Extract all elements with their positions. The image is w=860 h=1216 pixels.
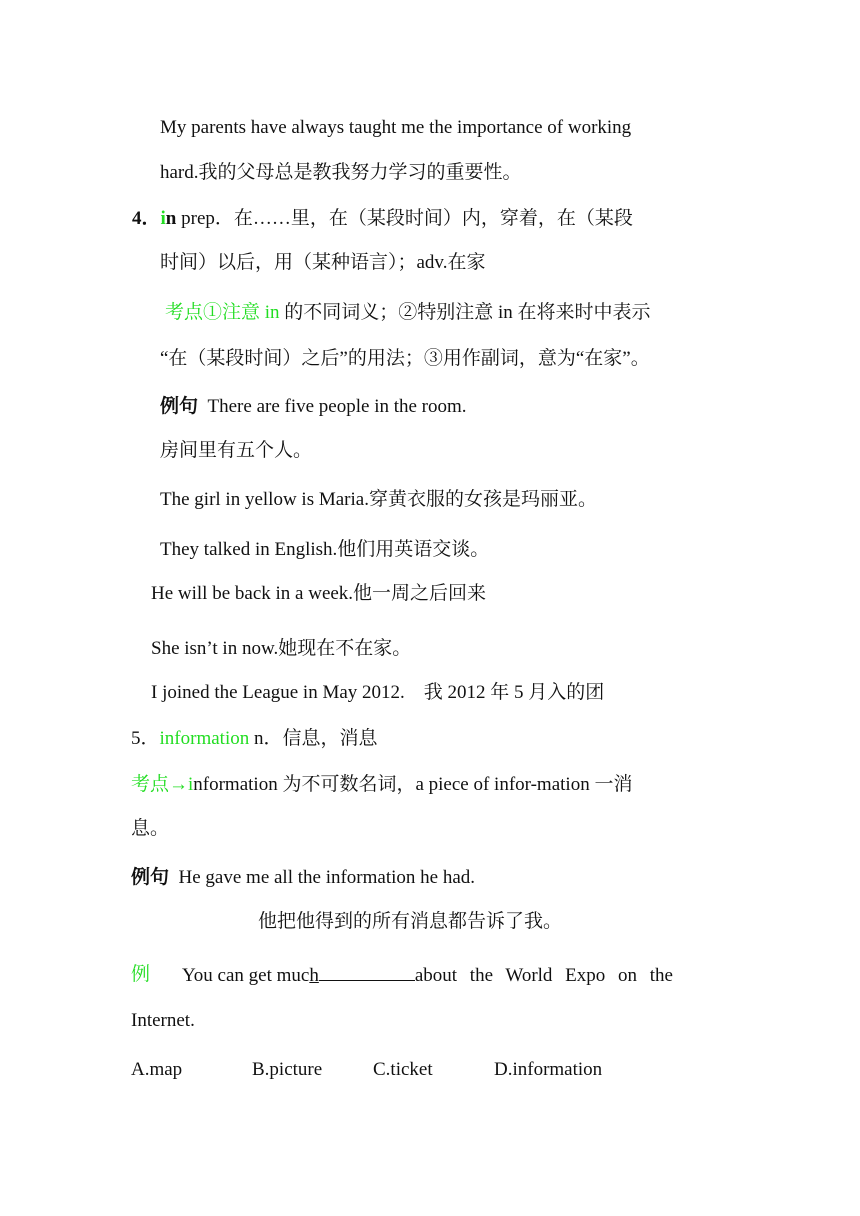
item4-example-1: 房间里有五个人。	[160, 440, 313, 461]
item5-word: information	[159, 728, 250, 749]
option-d[interactable]: D.information	[494, 1059, 603, 1080]
item4-example-4: He will be back in a week.他一周之后回来	[151, 583, 487, 604]
item4-example-0: There are five people in the room.	[207, 396, 467, 417]
item5-point-text1: nformation 为不可数名词，a piece of infor-mation 一消	[193, 774, 633, 795]
item4-example-line	[160, 394, 467, 420]
option-b[interactable]: B.picture	[252, 1059, 323, 1080]
item4-definition2: 时间）以后，用（某种语言）；adv.在家	[160, 252, 486, 273]
item5-example-label: 例句	[131, 867, 170, 888]
exercise-text-after: about the World Expo on the	[414, 965, 673, 986]
item5-example-line	[131, 865, 475, 891]
item5-example-zh: 他把他得到的所有消息都告诉了我。	[258, 911, 563, 932]
exercise-label: 例	[131, 964, 151, 985]
exercise-line1	[131, 962, 673, 989]
item4-word-rest: n	[165, 208, 177, 229]
exercise-line2: Internet.	[131, 1010, 195, 1031]
item4-number: 4．	[132, 208, 161, 229]
item4-example-5: She isn’t in now.她现在不在家。	[151, 638, 412, 659]
exercise-blank[interactable]	[319, 962, 415, 981]
item5-number: 5．	[131, 728, 160, 749]
item4-example-3: They talked in English.他们用英语交谈。	[160, 539, 490, 560]
intro-example-line1: My parents have always taught me the importance of working	[160, 117, 632, 138]
item4-point-text1: 的不同词义；②特别注意 in 在将来时中表示	[279, 302, 651, 323]
item4-example-6: I joined the League in May 2012. 我 2012 年 5 月入的团	[151, 682, 605, 703]
item5-heading	[131, 726, 377, 752]
item5-example-en: He gave me all the information he had.	[178, 867, 476, 888]
item4-word-first: i	[160, 208, 166, 229]
option-a[interactable]: A.map	[131, 1059, 183, 1080]
item4-point-line1	[165, 300, 651, 326]
item4-example-2: The girl in yellow is Maria.穿黄衣服的女孩是玛丽亚。	[160, 489, 597, 510]
item5-point-label: 考点→i	[131, 774, 194, 795]
exercise-sentence	[182, 962, 673, 989]
exercise-underlined-char: h	[309, 965, 319, 986]
item4-example-label: 例句	[160, 396, 199, 417]
intro-example-line2: hard.我的父母总是教我努力学习的重要性。	[160, 162, 522, 183]
item4-point-line2: “在（某段时间）之后”的用法；③用作副词，意为“在家”。	[160, 348, 650, 369]
item4-definition1: prep．在……里，在（某段时间）内，穿着，在（某段	[176, 208, 633, 229]
item5-point-line1	[131, 772, 632, 798]
option-c[interactable]: C.ticket	[373, 1059, 433, 1080]
item4-point-label: 考点①注意 in	[165, 302, 280, 323]
item5-definition: n．信息，消息	[249, 728, 378, 749]
exercise-text-before: You can get muc	[181, 965, 310, 986]
item5-point-line2: 息。	[131, 818, 170, 839]
item4-heading	[132, 206, 633, 232]
